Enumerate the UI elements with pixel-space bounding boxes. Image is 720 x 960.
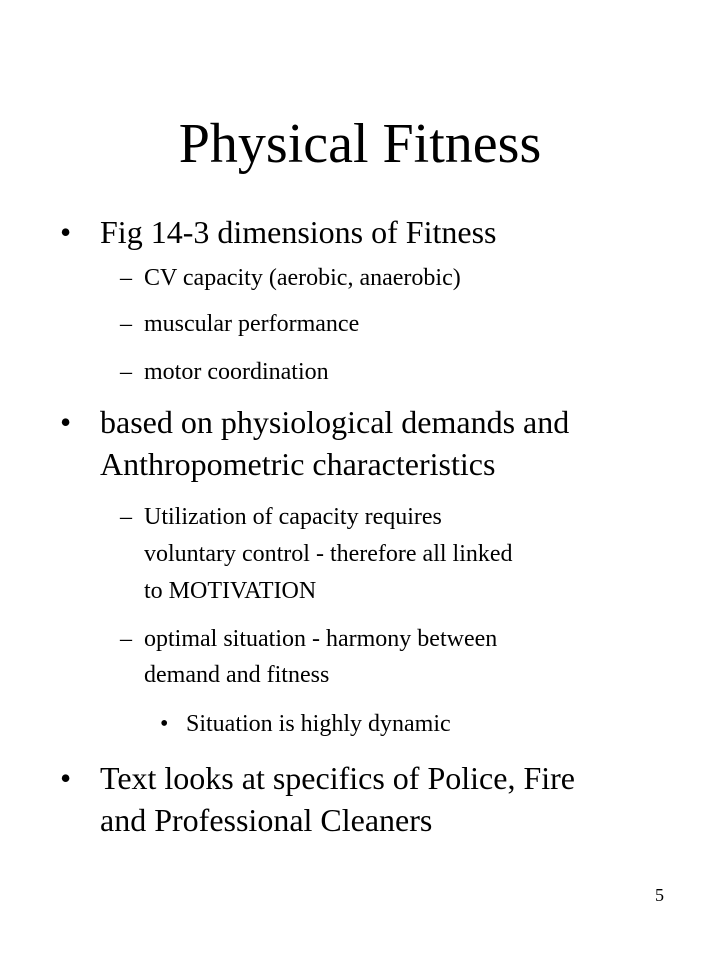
- sub-bullet-text: to MOTIVATION: [144, 578, 317, 604]
- bullet-item: [60, 212, 660, 252]
- bullet-text: Fig 14-3 dimensions of Fitness: [100, 214, 497, 250]
- bullet-marker: •: [160, 711, 169, 737]
- dash-marker: –: [120, 504, 132, 530]
- sub-bullet-text: voluntary control - therefore all linked: [144, 541, 513, 567]
- bullet-marker: •: [60, 404, 72, 440]
- sub-bullet-text: CV capacity (aerobic, anaerobic): [144, 265, 461, 291]
- sub-sub-bullet-text: Situation is highly dynamic: [186, 711, 451, 737]
- sub-bullet-text: optimal situation - harmony between: [144, 626, 498, 652]
- page-number: 5: [655, 885, 664, 905]
- sub-sub-bullet-item: [160, 709, 660, 739]
- bullet-text: Anthropometric characteristics: [100, 446, 496, 482]
- sub-bullet-text: motor coordination: [144, 359, 329, 385]
- bullet-text: based on physiological demands and: [100, 404, 570, 440]
- sub-bullet-text: muscular performance: [144, 311, 360, 337]
- dash-marker: –: [120, 265, 132, 291]
- bullet-text: and Professional Cleaners: [100, 802, 433, 838]
- dash-marker: –: [120, 359, 132, 385]
- bullet-item: [60, 758, 680, 798]
- bullet-text-continued: [100, 800, 680, 840]
- sub-bullet-item: [120, 624, 660, 654]
- sub-bullet-item: [120, 309, 660, 339]
- dash-marker: –: [120, 311, 132, 337]
- bullet-marker: •: [60, 760, 72, 796]
- sub-bullet-text: Utilization of capacity requires: [144, 504, 442, 530]
- sub-bullet-text: demand and fitness: [144, 662, 330, 688]
- sub-bullet-item: [120, 357, 660, 387]
- bullet-text: Text looks at specifics of Police, Fire: [100, 760, 575, 796]
- dash-marker: –: [120, 626, 132, 652]
- sub-bullet-item: [120, 502, 660, 532]
- slide-title: Physical Fitness: [178, 113, 542, 175]
- sub-bullet-text-continued: [144, 660, 674, 690]
- bullet-marker: •: [60, 214, 72, 250]
- sub-bullet-text-continued: [144, 576, 674, 606]
- bullet-item: [60, 402, 680, 442]
- sub-bullet-item: [120, 263, 660, 293]
- bullet-text-continued: [100, 444, 680, 484]
- sub-bullet-text-continued: [144, 539, 674, 569]
